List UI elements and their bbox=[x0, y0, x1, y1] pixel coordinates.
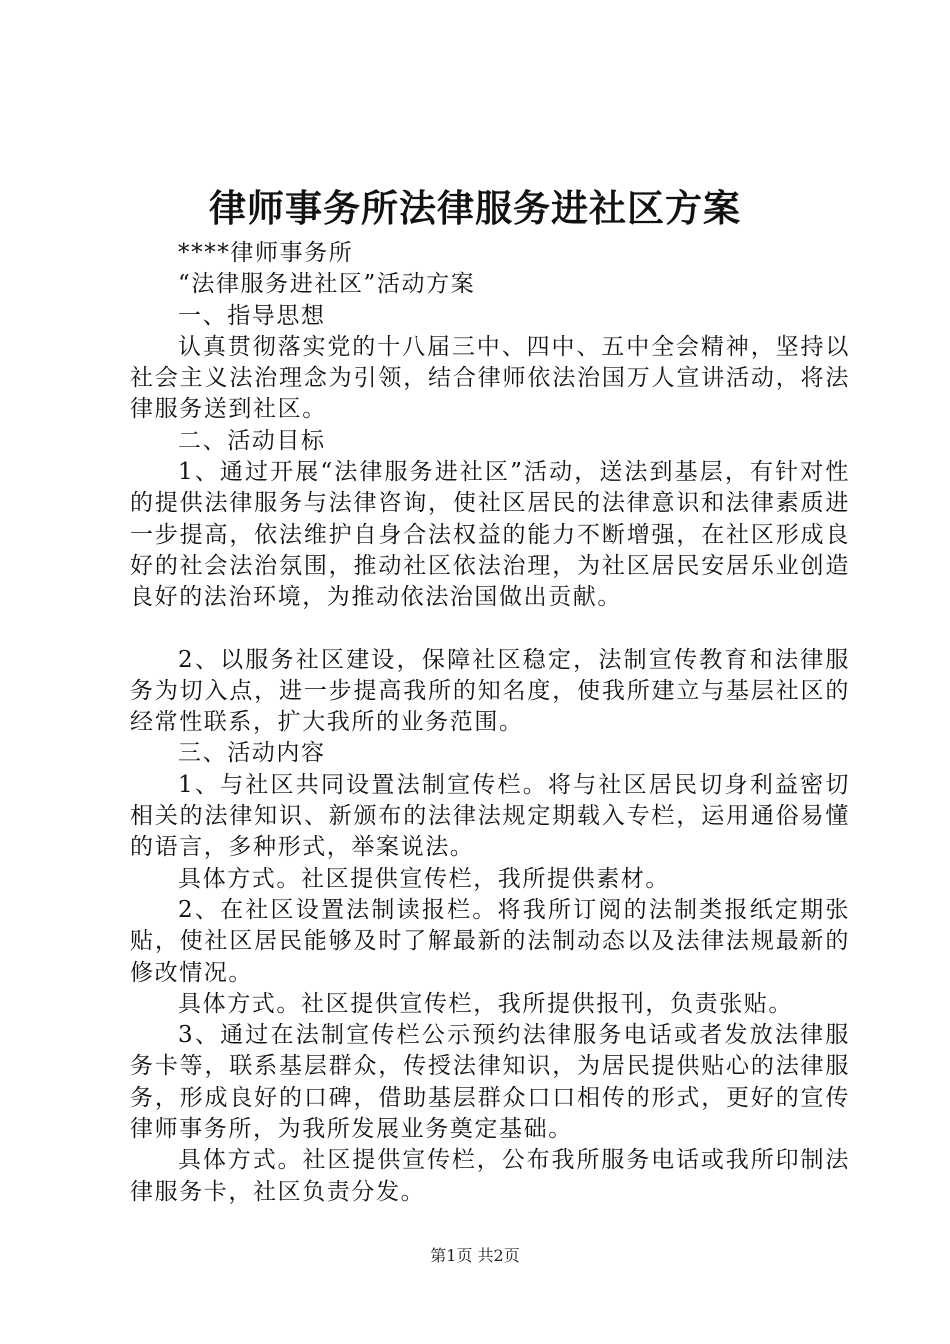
paragraph-method-2: 具体方式。社区提供宣传栏，我所提供报刊，负责张贴。 bbox=[178, 990, 793, 1017]
paragraph-content-2: 2、在社区设置法制读报栏。将我所订阅的法制类报纸定期张贴，使社区居民能够及时了解最新的法制动态以及法律法规最新的修改情况。 bbox=[130, 896, 850, 986]
paragraph-method-3: 具体方式。社区提供宣传栏，公布我所服务电话或我所印制法律服务卡，社区负责分发。 bbox=[130, 1147, 850, 1205]
paragraph-guiding-thought: 认真贯彻落实党的十八届三中、四中、五中全会精神，坚持以社会主义法治理念为引领，结合律师依法治国万人宣讲活动，将法律服务送到社区。 bbox=[130, 333, 850, 423]
paragraph-method-1: 具体方式。社区提供宣传栏，我所提供素材。 bbox=[178, 865, 670, 892]
document-body bbox=[130, 238, 850, 1208]
paragraph-goal-1: 1、通过开展“法律服务进社区”活动，送法到基层，有针对性的提供法律服务与法律咨询，使社区居民的法律意识和法律素质进一步提高，依法维护自身合法权益的能力不断增强，在社区形成良好的社会法治氛围，推动社区依法治理，为社区居民安居乐业创造良好的法治环境，为推动依法治国做出贡献。 bbox=[130, 459, 850, 611]
paragraph-spacer bbox=[130, 614, 850, 645]
section-heading-guiding-thought: 一、指导思想 bbox=[178, 302, 326, 329]
paragraph-goal-2: 2、以服务社区建设，保障社区稳定，法制宣传教育和法律服务为切入点，进一步提高我所的知名度，使我所建立与基层社区的经常性联系，扩大我所的业务范围。 bbox=[130, 646, 850, 736]
section-heading-activity-content: 三、活动内容 bbox=[178, 740, 326, 767]
paragraph-content-3: 3、通过在法制宣传栏公示预约法律服务电话或者发放法律服务卡等，联系基层群众，传授法律知识，为居民提供贴心的法律服务，形成良好的口碑，借助基层群众口口相传的形式，更好的宣传律师事务所，为我所发展业务奠定基础。 bbox=[130, 1022, 850, 1143]
paragraph-content-1: 1、与社区共同设置法制宣传栏。将与社区居民切身利益密切相关的法律知识、新颁布的法律法规定期载入专栏，运用通俗易懂的语言，多种形式，举案说法。 bbox=[130, 771, 850, 861]
plan-subtitle-line: “法律服务进社区”活动方案 bbox=[178, 271, 476, 298]
firm-name-line: ****律师事务所 bbox=[178, 240, 354, 266]
document-title: 律师事务所法律服务进社区方案 bbox=[209, 186, 741, 230]
section-heading-activity-goals: 二、活动目标 bbox=[178, 427, 326, 454]
page-footer: 第1页 共2页 bbox=[430, 1246, 520, 1265]
